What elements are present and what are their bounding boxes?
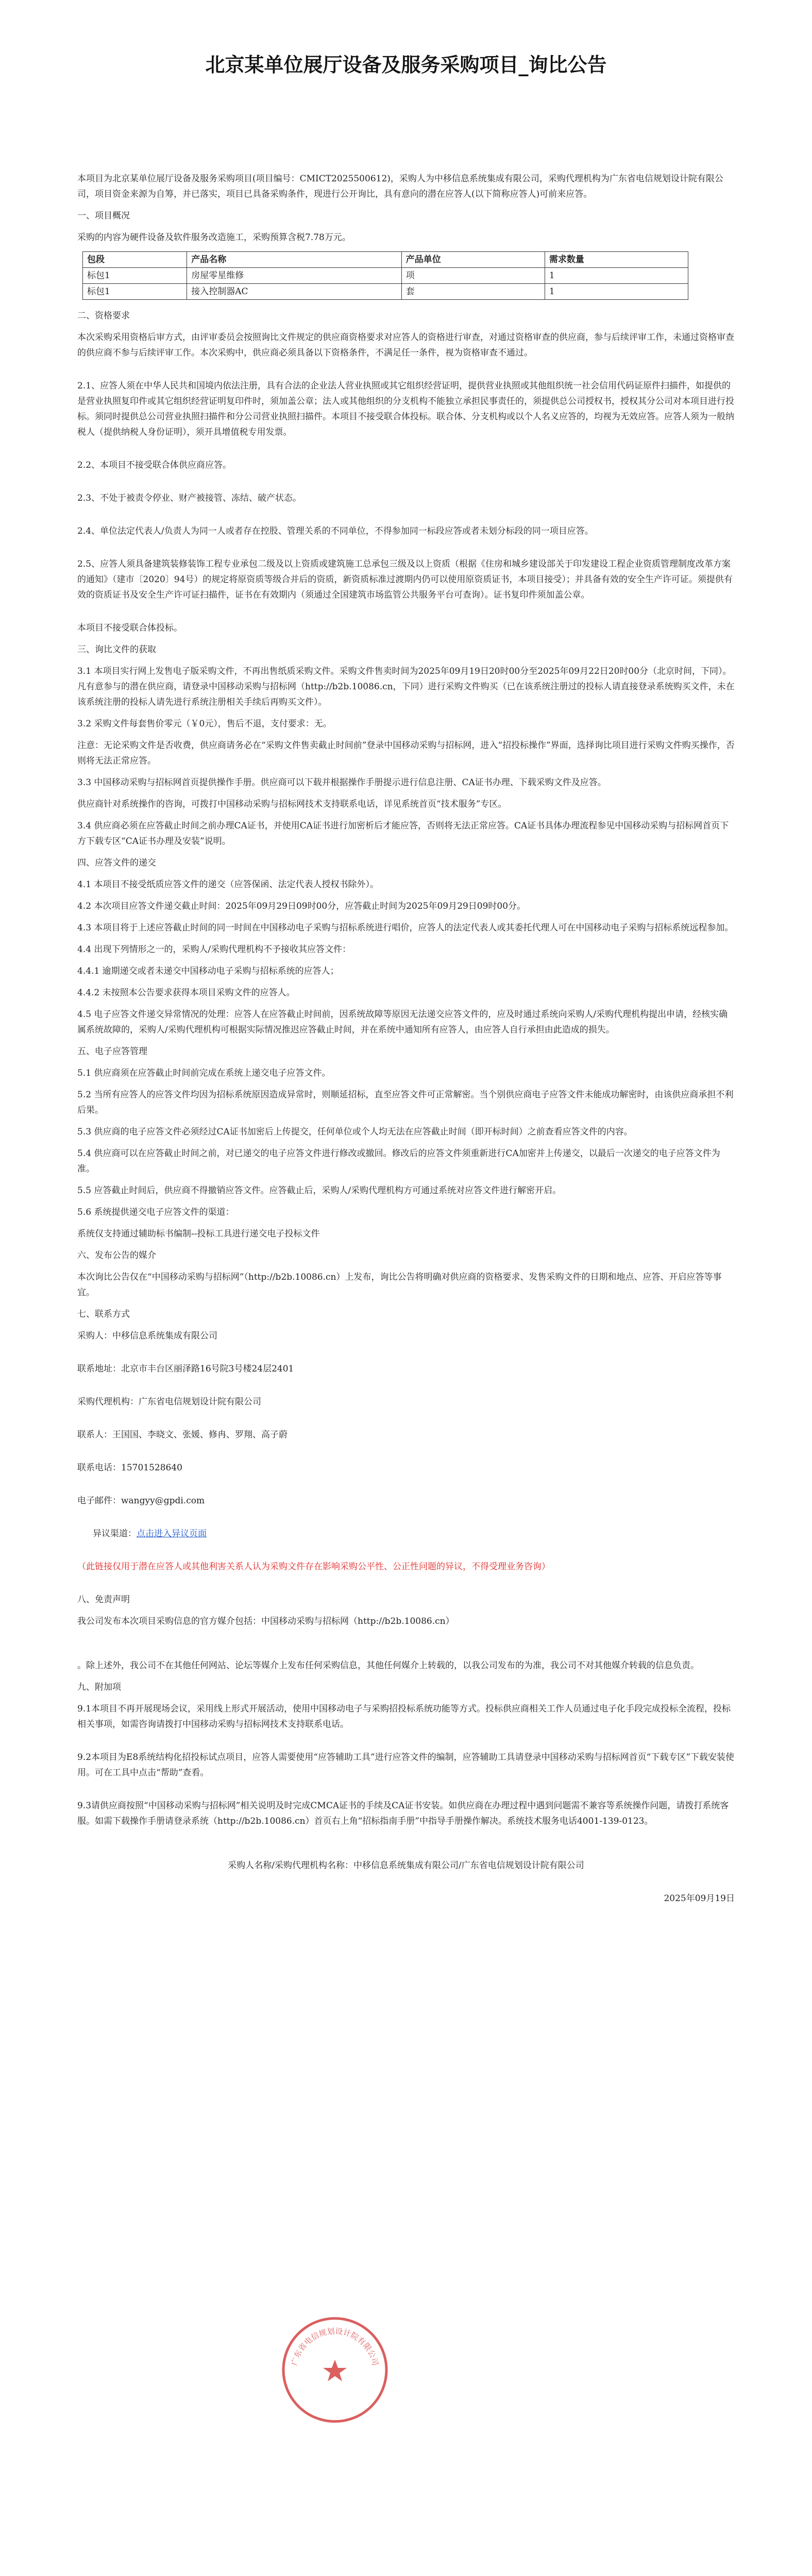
requirement-2-1: 2.1、应答人须在中华人民共和国境内依法注册，具有合法的企业法人营业执照或其它组织经营证明，提供营业执照或其他组织统一社会信用代码证原件扫描件，如提供的是营业执照复印件或其它组织经营证明复印件时，须加盖公章；法人或其他组织的分支机构不能独立承担民事责任的，须提供总公司授权书，授权其分公司对本项目进行投标。须同时提供总公司营业执照扫描件和分公司营业执照扫描件。本项目不接受联合体投标。联合体、分支机构或以个人名义应答的，均视为无效应答。应答人须为一般纳税人（提供纳税人身份证明），须开具增值税专用发票。	[77, 381, 734, 437]
table-header: 需求数量	[545, 252, 688, 268]
clause-3-3-support: 供应商针对系统操作的咨询，可拨打中国移动采购与招标网技术支持联系电话，详见系统首页“技术服务”专区。	[77, 799, 507, 809]
table-cell: 项	[401, 268, 545, 284]
clause-5-4: 5.4 供应商可以在应答截止时间之前，对已递交的电子应答文件进行修改或撤回。修改后的应答文件须重新进行CA加密并上传递交，以最后一次递交的电子应答文件为准。	[77, 1148, 720, 1174]
table-header: 产品单位	[401, 252, 545, 268]
section-3-title: 三、询比文件的获取	[77, 645, 156, 655]
contact-phone: 联系电话：15701528640	[77, 1463, 182, 1473]
section-1-body: 采购的内容为硬件设备及软件服务改造施工，采购预算含税7.78万元。	[77, 232, 351, 243]
table-cell: 房屋零星维修	[187, 268, 401, 284]
announcement-page	[77, 21, 735, 1912]
objection-link[interactable]: 点击进入异议页面	[137, 1529, 207, 1539]
section-7-title: 七、联系方式	[77, 1309, 130, 1319]
clause-4-4: 4.4 出现下列情形之一的，采购人/采购代理机构不予接收其应答文件：	[77, 944, 351, 955]
table-cell: 1	[545, 268, 688, 284]
clause-3-2-note: 注意：无论采购文件是否收费，供应商请务必在“采购文件售卖截止时间前”登录中国移动采购与招标网，进入“招投标操作”界面，选择询比项目进行采购文件购买操作，否则将无法正常应答。	[77, 740, 735, 766]
seal-text: 广东省电信规划设计院有限公司	[290, 2326, 380, 2367]
intro-paragraph: 本项目为北京某单位展厅设备及服务采购项目(项目编号：CMICT2025500612)，采购人为中移信息系统集成有限公司，采购代理机构为广东省电信规划设计院有限公司，项目资金来源为自筹，并已落实，项目已具备采购条件，现进行公开询比，具有意向的潜在应答人(以下简称应答人)可前来应答。	[77, 174, 723, 199]
disclaimer-text: 。除上述外，我公司不在其他任何网站、论坛等媒介上发布任何采购信息，其他任何媒介上转载的，以我公司发布的为准，我公司不对其他媒介转载的信息负责。	[77, 1660, 699, 1671]
clause-9-3: 9.3请供应商按照“中国移动采购与招标网”相关说明及时完成CMCA证书的手续及CA证书安装。如供应商在办理过程中遇到问题需不兼容等系统操作问题，请拨打系统客服。如需下载操作手册请登录系统（http://b2b.10086.cn）首页右上角“招标指南手册”中指导手册操作解决。系统技术服务电话4001-139-0123。	[77, 1801, 729, 1826]
section-4-title: 四、应答文件的递交	[77, 858, 156, 868]
announcement-date: 2025年09月19日	[664, 1893, 735, 1904]
table-cell: 标包1	[83, 268, 187, 284]
contact-buyer: 采购人：中移信息系统集成有限公司	[77, 1331, 217, 1341]
clause-3-3: 3.3 中国移动采购与招标网首页提供操作手册。供应商可以下载并根据操作手册提示进行信息注册、CA证书办理、下载采购文件及应答。	[77, 777, 606, 788]
clause-3-4: 3.4 供应商必须在应答截止时间之前办理CA证书，并使用CA证书进行加密析后才能应答，否则将无法正常应答。CA证书具体办理流程参见中国移动采购与招标网首页下方下载专区“CA证书办理及安装”说明。	[77, 821, 729, 846]
table-cell: 套	[401, 284, 545, 300]
section-9-title: 九、附加项	[77, 1682, 121, 1692]
requirement-2-3: 2.3、不处于被责令停业、财产被接管、冻结、破产状态。	[77, 493, 302, 503]
requirement-2-5: 2.5、应答人须具备建筑装修装饰工程专业承包二级及以上资质或建筑施工总承包三级及以上资质（根据《住房和城乡建设部关于印发建设工程企业资质管理制度改革方案的通知》（建市〔2020〕94号）的规定将原资质等级合并后的资质，新资质标准过渡期内仍可以使用原资质证书，本项目接受）；并具备有效的安全生产许可证。须提供有效的资质证书及安全生产许可证扫描件，证书在有效期内（须通过全国建筑市场监管公共服务平台可查询）。证书复印件须加盖公章。	[77, 559, 733, 600]
clause-5-5: 5.5 应答截止时间后，供应商不得撤销应答文件。应答截止后，采购人/采购代理机构方可通过系统对应答文件进行解密开启。	[77, 1185, 562, 1196]
table-row	[83, 268, 688, 284]
section-2-title: 二、资格要求	[77, 311, 130, 321]
clause-3-1: 3.1 本项目实行网上发售电子版采购文件，不再出售纸质采购文件。采购文件售卖时间为2025年09月19日20时00分至2025年09月22日20时00分（北京时间，下同）。凡有意参与的潜在供应商，请登录中国移动采购与招标网（http://b2b.10086.cn，下同）进行采购文件购买（已在该系统注册过的投标人请直接登录系统购买文件，未在该系统注册的投标人请先进行系统注册相关手续后再购买文件）。	[77, 666, 735, 707]
section-8-body: 我公司发布本次项目采购信息的官方媒介包括：中国移动采购与招标网（http://b2b.10086.cn）	[77, 1616, 454, 1626]
section-8-title: 八、免责声明	[77, 1595, 130, 1605]
section-6-title: 六、发布公告的媒介	[77, 1250, 156, 1261]
clause-5-2: 5.2 当所有应答人的应答文件均因为招标系统原因造成异常时，则顺延招标，直至应答文件可正常解密。当个别供应商电子应答文件未能成功解密时，由该供应商承担不利后果。	[77, 1090, 734, 1115]
section-5-title: 五、电子应答管理	[77, 1046, 147, 1057]
contact-agent: 采购代理机构：广东省电信规划设计院有限公司	[77, 1397, 261, 1407]
section-6-body: 本次询比公告仅在“中国移动采购与招标网”（http://b2b.10086.cn）上发布，询比公告将明确对供应商的资格要求、发售采购文件的日期和地点、应答、开启应答等事宜。	[77, 1272, 722, 1298]
section-2-note: 本项目不接受联合体投标。	[77, 623, 182, 633]
clause-9-2: 9.2本项目为E8系统结构化招投标试点项目，应答人需要使用“应答辅助工具”进行应答文件的编制，应答辅助工具请登录中国移动采购与招标网首页“下载专区”下载安装使用。可在工具中点击“帮助”查看。	[77, 1752, 735, 1778]
objection-row	[77, 1526, 735, 1541]
table-header: 产品名称	[187, 252, 401, 268]
objection-note: （此链接仅用于潜在应答人或其他利害关系人认为采购文件存在影响采购公平性、公正性问题的异议，不得受理业务咨询）	[77, 1562, 550, 1572]
contact-email: 电子邮件：wangyy@gpdi.com	[77, 1496, 205, 1506]
package-table	[82, 251, 688, 300]
clause-4-4-2: 4.4.2 未按照本公告要求获得本项目采购文件的应答人。	[77, 988, 295, 998]
clause-5-6-detail: 系统仅支持通过辅助标书编制--投标工具进行递交电子投标文件	[77, 1229, 320, 1239]
section-2-body: 本次采购采用资格后审方式，由评审委员会按照询比文件规定的供应商资格要求对应答人的资格进行审查，对通过资格审查的供应商，参与后续评审工作，未通过资格审查的供应商不参与后续评审工作。本次采购中，供应商必须具备以下资格条件，不满足任一条件，视为资格审查不通过。	[77, 332, 734, 358]
clause-5-6: 5.6 系统提供递交电子应答文件的渠道：	[77, 1207, 234, 1217]
company-seal	[278, 2313, 392, 2427]
table-row	[83, 284, 688, 300]
requirement-2-2: 2.2、本项目不接受联合体供应商应答。	[77, 460, 232, 470]
clause-3-2: 3.2 采购文件每套售价零元（￥0元），售后不退，支付要求：无。	[77, 719, 332, 729]
section-1-title: 一、项目概况	[77, 211, 130, 221]
clause-4-1: 4.1 本项目不接受纸质应答文件的递交（应答保函、法定代表人授权书除外）。	[77, 879, 379, 890]
contact-address: 联系地址：北京市丰台区丽泽路16号院3号楼24层2401	[77, 1364, 294, 1374]
clause-4-2: 4.2 本次项目应答文件递交截止时间：2025年09月29日09时00分，应答截止时间为2025年09月29日09时00分。	[77, 901, 526, 911]
page-title: 北京某单位展厅设备及服务采购项目_询比公告	[205, 54, 607, 76]
clause-5-1: 5.1 供应商须在应答截止时间前完成在系统上递交电子应答文件。	[77, 1068, 331, 1078]
objection-label: 异议渠道：	[93, 1529, 137, 1539]
table-cell: 接入控制器AC	[187, 284, 401, 300]
clause-4-3: 4.3 本项目将于上述应答截止时间的同一时间在中国移动电子采购与招标系统进行唱价，应答人的法定代表人或其委托代理人可在中国移动电子采购与招标系统远程参加。	[77, 923, 734, 933]
table-cell: 1	[545, 284, 688, 300]
signature-line: 采购人名称/采购代理机构名称：中移信息系统集成有限公司/广东省电信规划设计院有限公司	[228, 1860, 584, 1871]
contact-person: 联系人：王国国、李晓文、张媛、修冉、罗翔、高子蔚	[77, 1430, 287, 1440]
requirement-2-4: 2.4、单位法定代表人/负责人为同一人或者存在控股、管理关系的不同单位，不得参加同一标段应答或者未划分标段的同一项目应答。	[77, 526, 594, 536]
table-cell: 标包1	[83, 284, 187, 300]
clause-5-3: 5.3 供应商的电子应答文件必须经过CA证书加密后上传提交，任何单位或个人均无法在应答截止时间（即开标时间）之前查看应答文件的内容。	[77, 1127, 633, 1137]
clause-4-4-1: 4.4.1 逾期递交或者未递交中国移动电子采购与招标系统的应答人；	[77, 966, 339, 976]
clause-4-5: 4.5 电子应答文件递交异常情况的处理：应答人在应答截止时间前，因系统故障等原因无法递交应答文件的，应及时通过系统向采购人/采购代理机构提出申请，经核实确属系统故障的，采购人/采购代理机构可根据实际情况推迟应答截止时间，并在系统中通知所有应答人，由应答人自行承担由此造成的损失。	[77, 1009, 728, 1035]
clause-9-1: 9.1本项目不再开展现场会议，采用线上形式开展活动，使用中国移动电子与采购招投标系统功能等方式。投标供应商相关工作人员通过电子化手段完成投标全流程，投标相关事项，如需咨询请拨打中国移动采购与招标网技术支持联系电话。	[77, 1704, 731, 1730]
table-header: 包段	[83, 252, 187, 268]
